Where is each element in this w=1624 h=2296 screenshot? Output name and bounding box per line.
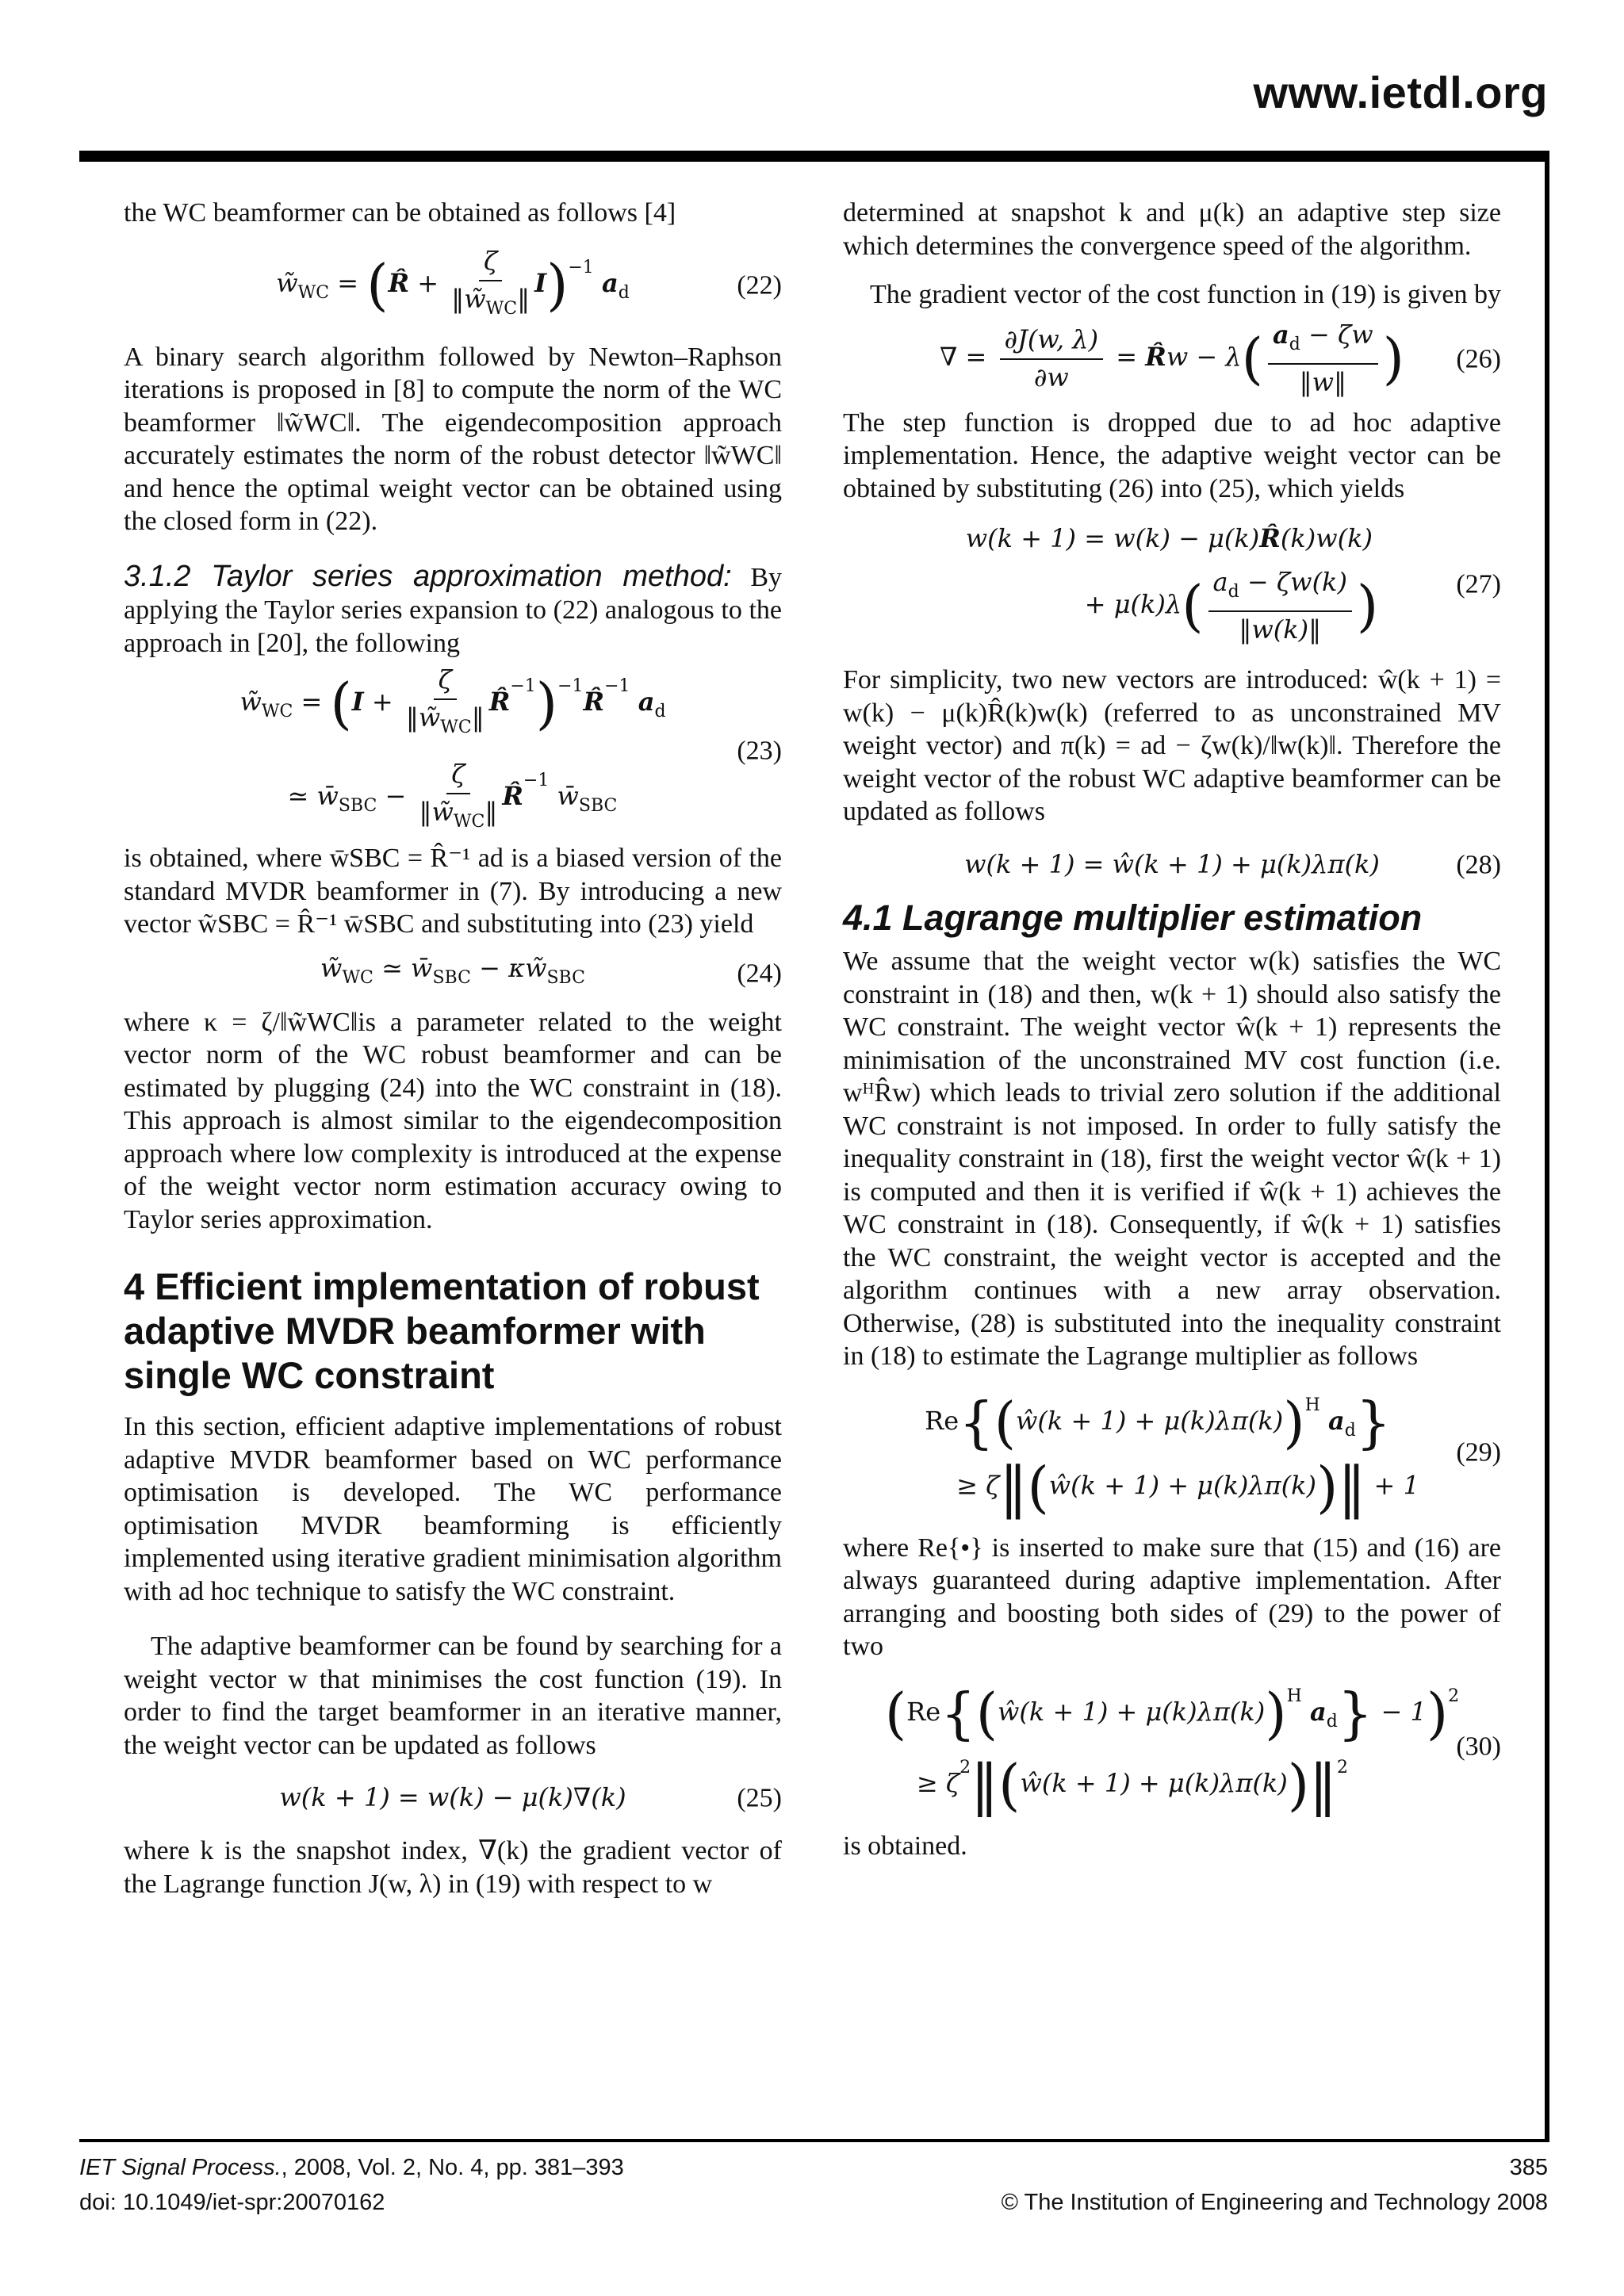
- equation-number: (26): [1456, 343, 1501, 373]
- copyright: © The Institution of Engineering and Technology 2008: [1001, 2190, 1548, 2215]
- equation-number: (24): [737, 958, 782, 988]
- paragraph: The gradient vector of the cost function in (19) is given by: [870, 280, 1501, 309]
- equation-23: $w̃_{WC} = (I$ + $\frac{\zeta}{‖w̃_{WC}‖}$ R̂$^{-1}$)$^{-1}$R̂$^{-1}$ $a_d$ ≃ $w̄_{SBC}$ − $\frac{\zeta}{‖w̃_{WC}‖}$ R̂$^{-1}$ $w̄_{SBC}$ (23): [239, 664, 782, 832]
- equation-29: Re{(ŵ(k + 1) + μ(k)λπ(k))$^H$ $a_d$} ≥ ζ‖(ŵ(k + 1) + μ(k)λπ(k))‖ + 1 (29): [925, 1390, 1501, 1521]
- journal-citation: [79, 2150, 624, 2185]
- equation-26: ∇ = $\frac{\partial J(w, \lambda)}{\partial w}$ = R̂w − λ( $\frac{a_d - \zeta w}{‖w‖}$ ) (26): [940, 320, 1501, 397]
- footer-right: [1002, 2150, 1548, 2220]
- equation-number: (25): [737, 1783, 782, 1813]
- page-number: 385: [1509, 2155, 1548, 2180]
- header-rule: [79, 151, 1549, 162]
- paragraph: In this section, efficient adaptive implementations of robust adaptive MVDR beamformer based on WC performance optimisation is developed. The WC performance optimisation MVDR beamforming is efficiently implemented using iterative gradient minimisation algorithm with ad hoc technique to satisfy the WC constraint.: [124, 1412, 782, 1606]
- citation-details: , 2008, Vol. 2, No. 4, pp. 381–393: [281, 2155, 624, 2180]
- subsection-title: 3.1.2 Taylor series approximation method:: [124, 559, 732, 593]
- paragraph: We assume that the weight vector w(k) satisfies the WC constraint in (18) and then, w(k + 1) should also satisfy the WC constraint. The weight vector ŵ(k + 1) represents the minimisation of the unconstrained MV cost function (i.e. wᴴR̂w) which leads to trivial zero solution if the additional WC constraint is not imposed. In order to fully satisfy the inequality constraint in (18), first the weight vector ŵ(k + 1) is computed and then it is verified if ŵ(k + 1) achieves the WC constraint in (18). Consequently, if ŵ(k + 1) satisfies the WC constraint, the weight vector is accepted and the algorithm continues with a new array observation. Otherwise, (28) is substituted into the inequality constraint in (18) to estimate the Lagrange multiplier as follows: [843, 947, 1501, 1371]
- section-4-1-title: 4.1 Lagrange multiplier estimation: [843, 897, 1423, 938]
- equation-22: $w̃_{WC}$ = (R̂ + $\frac{\zeta}{‖w̃_{WC}‖}$ I)$^{-1}$ $a_d$ (22): [276, 246, 782, 319]
- footer-left: [79, 2150, 624, 2220]
- paragraph: where Re{•} is inserted to make sure that (15) and (16) are always guaranteed during adaptive implementation. After arranging and boosting both sides of (29) to the power of two: [843, 1533, 1501, 1661]
- journal-name: IET Signal Process.: [79, 2155, 282, 2180]
- equation-number: (28): [1456, 849, 1501, 879]
- frame-right-border: [1545, 151, 1549, 2141]
- equation-number: (23): [737, 736, 782, 766]
- right-column: [843, 197, 1501, 1862]
- footer-rule: [79, 2139, 1549, 2142]
- paragraph: is obtained, where w̄SBC = R̂⁻¹ ad is a biased version of the standard MVDR beamformer in (7). By introducing a new vector w̃SBC = R̂⁻¹ w̄SBC and substituting into (23) yield: [124, 844, 782, 939]
- equation-30: (Re{(ŵ(k + 1) + μ(k)λπ(k))$^H$ $a_d\} - 1)^2$ ≥ $\zeta^2‖(ŵ(k + 1)$ + μ(k)λπ(k))‖$^2$ (30): [884, 1681, 1501, 1817]
- paragraph: The adaptive beamformer can be found by searching for a weight vector w that minimises the cost function (19). In order to find the target beamformer in an iterative manner, the weight vector can be updated as follows: [124, 1632, 782, 1760]
- equation-24: $w̃_{WC}$ ≃ $w̄_{SBC}$ − $\kappa w̃_{SBC}$ (24): [124, 941, 782, 1006]
- section-4-title: 4 Efficient implementation of robust adaptive MVDR beamformer with single WC constraint: [124, 1265, 760, 1396]
- equation-number: (22): [737, 270, 782, 300]
- paragraph: the WC beamformer can be obtained as follows [4]: [124, 198, 676, 228]
- paragraph: determined at snapshot k and μ(k) an adaptive step size which determines the convergence speed of the algorithm.: [843, 198, 1501, 261]
- paragraph: where k is the snapshot index, ∇(k) the gradient vector of the Lagrange function J(w, λ) in (19) with respect to w: [124, 1836, 782, 1899]
- paragraph: A binary search algorithm followed by Newton–Raphson iterations is proposed in [8] to compute the norm of the WC beamformer ‖w̃WC‖. The eigendecomposition approach accurately estimates the norm of the robust detector ‖w̃WC‖ and hence the optimal weight vector can be obtained using the closed form in (22).: [124, 342, 782, 536]
- equation-28: w(k + 1) = ŵ(k + 1) + μ(k)λπ(k) (28): [843, 828, 1501, 901]
- equation-number: (27): [1456, 569, 1501, 599]
- equation-number: (29): [1456, 1437, 1501, 1467]
- doi[interactable]: doi: 10.1049/iet-spr:20070162: [79, 2190, 385, 2215]
- equation-27: w(k + 1) = w(k) − μ(k)R̂(k)w(k) + μ(k)λ( $\frac{a_d - \zeta w(k)}{‖w(k)‖}$ ) (27): [965, 522, 1501, 645]
- paragraph: The step function is dropped due to ad hoc adaptive implementation. Hence, the adaptive weight vector can be obtained by substituting (26) into (25), which yields: [843, 408, 1501, 503]
- equation-number: (30): [1456, 1731, 1501, 1761]
- subsection-text: By applying the Taylor series expansion to (22) analogous to the approach in [20], the following: [124, 562, 782, 658]
- equation-25: w(k + 1) = w(k) − μ(k)∇(k) (25): [124, 1762, 782, 1835]
- paragraph: For simplicity, two new vectors are introduced: ŵ(k + 1) = w(k) − μ(k)R̂(k)w(k) (referred to as unconstrained MV weight vector) and π(k) = ad − ζw(k)/‖w(k)‖. Therefore the weight vector of the robust WC adaptive beamformer can be updated as follows: [843, 665, 1501, 826]
- paragraph: is obtained.: [843, 1831, 967, 1861]
- paragraph: where κ = ζ/‖w̃WC‖is a parameter related to the weight vector norm of the WC robust beamformer and can be estimated by plugging (24) into the WC constraint in (18). This approach is almost similar to the eigendecomposition approach where low complexity is introduced at the expense of the weight vector norm estimation accuracy owing to Taylor series approximation.: [124, 1007, 782, 1234]
- left-column: [124, 197, 782, 1900]
- subsection-3-1-2: [124, 561, 782, 660]
- site-url[interactable]: www.ietdl.org: [1253, 67, 1548, 117]
